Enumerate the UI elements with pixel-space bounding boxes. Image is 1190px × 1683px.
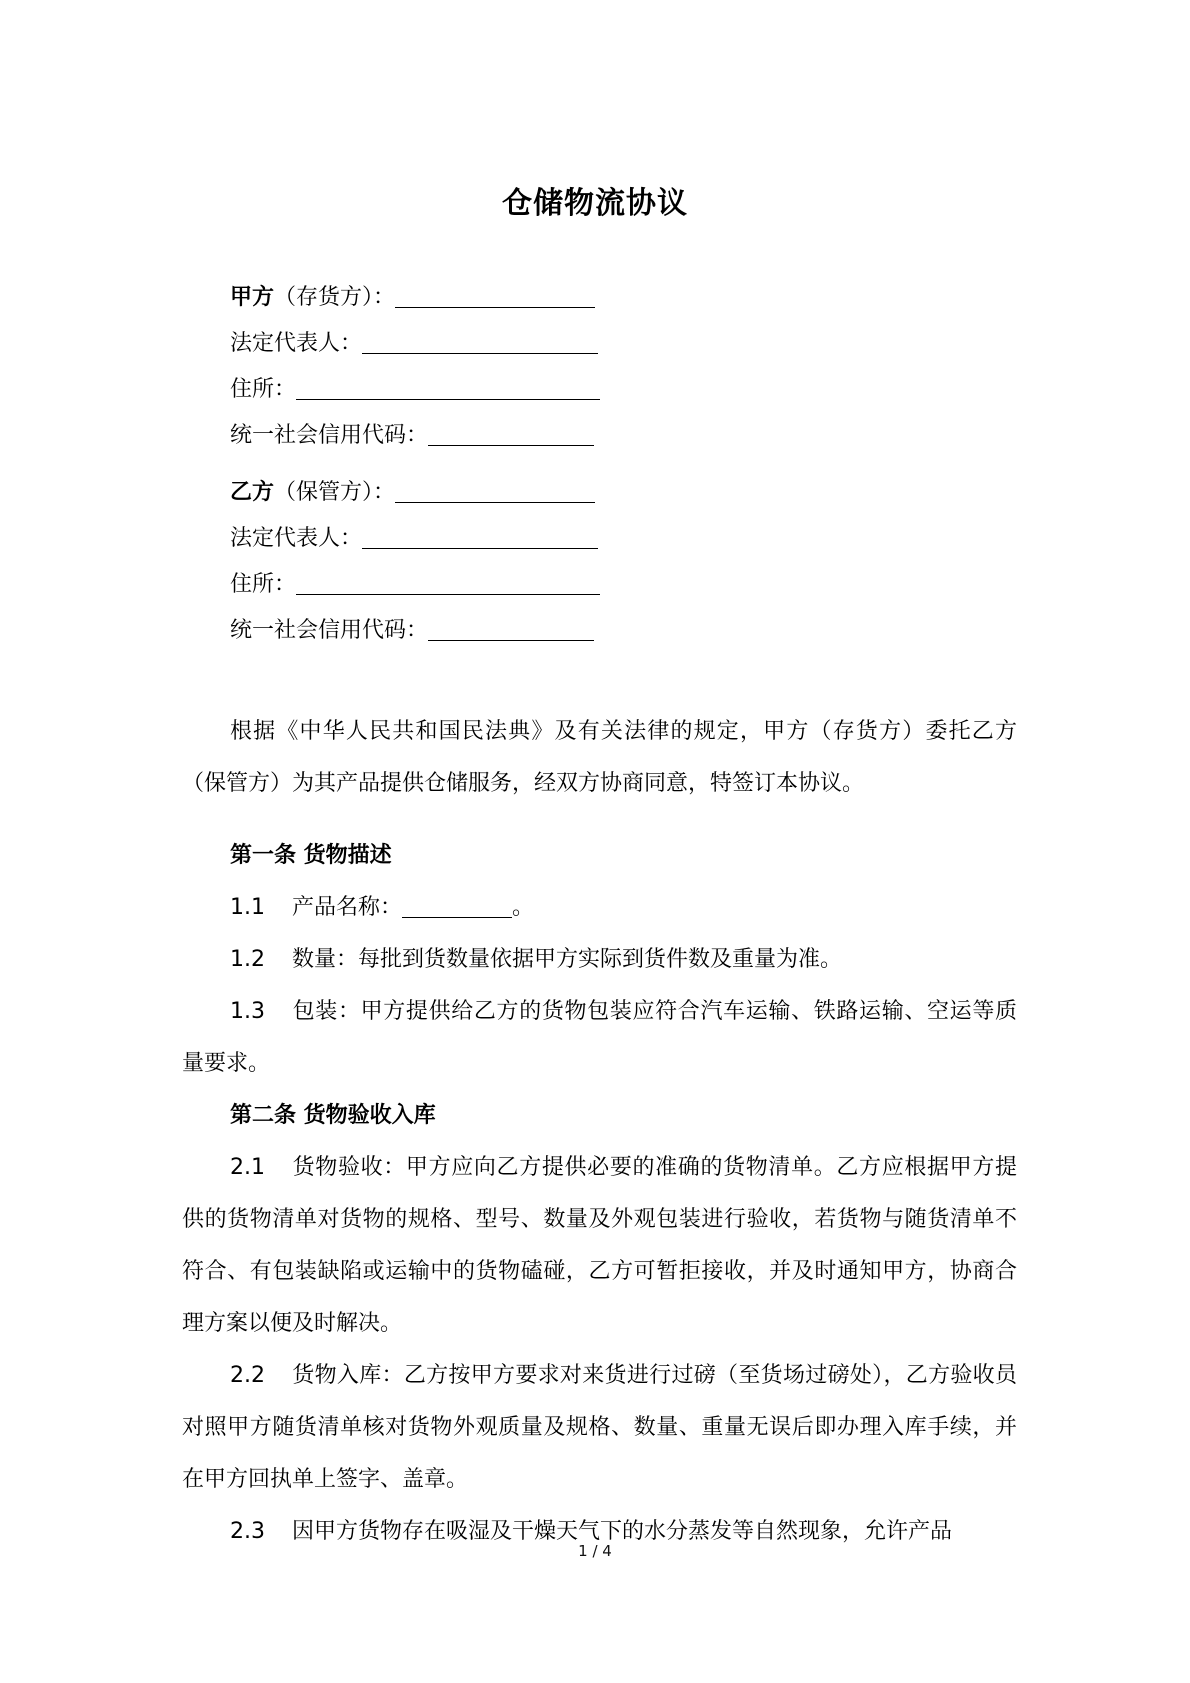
clause-1-2-text: 数量：每批到货数量依据甲方实际到货件数及重量为准。 [292,947,843,972]
document-title: 仓储物流协议 [502,186,688,221]
clause-2-3-text: 因甲方货物存在吸湿及干燥天气下的水分蒸发等自然现象，允许产品 [292,1519,953,1544]
party-b-block [230,470,930,654]
party-a-block [230,275,930,459]
party-a-address-blank[interactable] [296,373,600,400]
clause-2-3-number: 2.3 [230,1519,265,1544]
party-a-credit-blank[interactable] [428,419,594,446]
party-b-address-line [230,562,930,608]
article-2-heading: 第二条 货物验收入库 [230,1103,436,1128]
party-b-address-blank[interactable] [296,568,600,595]
clause-2-1-text: 货物验收：甲方应向乙方提供必要的准确的货物清单。乙方应根据甲方提供的货物清单对货物的规格、型号、数量及外观包装进行验收，若货物与随货清单不符合、有包装缺陷或运输中的货物磕碰，乙方可暂拒接收，并及时通知甲方，协商合理方案以便及时解决。 [182,1155,1017,1336]
party-a-credit-label: 统一社会信用代码： [230,423,429,448]
preamble-paragraph: 根据《中华人民共和国民法典》及有关法律的规定，甲方（存货方）委托乙方（保管方）为其产品提供仓储服务，经双方协商同意，特签订本协议。 [182,719,1017,796]
party-a-name-line [230,275,930,321]
party-b-credit-blank[interactable] [428,614,594,641]
party-b-role: （保管方）： [274,480,396,505]
party-a-name-blank[interactable] [395,281,595,308]
party-b-label: 乙方 [230,480,275,505]
clause-1-3-text: 包装：甲方提供给乙方的货物包装应符合汽车运输、铁路运输、空运等质量要求。 [182,999,1017,1076]
party-a-rep-blank[interactable] [362,327,598,354]
party-a-rep-label: 法定代表人： [230,331,363,356]
clause-1-2 [182,934,1017,986]
document-body [182,706,1017,1558]
article-1-heading: 第一条 货物描述 [230,843,392,868]
party-a-role: （存货方）： [274,285,396,310]
clause-2-2-number: 2.2 [230,1363,265,1388]
clause-1-3 [182,986,1017,1090]
product-name-blank[interactable] [402,891,512,918]
clause-1-1-number: 1.1 [230,895,265,920]
party-a-address-label: 住所： [230,377,297,402]
clause-1-3-number: 1.3 [230,999,265,1024]
party-a-label: 甲方 [230,285,275,310]
party-b-rep-blank[interactable] [362,522,598,549]
clause-1-2-number: 1.2 [230,947,265,972]
party-a-credit-line [230,413,930,459]
clause-1-1-end: 。 [512,895,535,920]
party-a-address-line [230,367,930,413]
clause-2-1-number: 2.1 [230,1155,265,1180]
party-b-name-line [230,470,930,516]
party-a-rep-line [230,321,930,367]
clause-1-1 [182,882,1017,934]
clause-2-2 [182,1350,1017,1506]
party-b-rep-line [230,516,930,562]
page-number: 1 / 4 [578,1542,612,1560]
party-b-rep-label: 法定代表人： [230,526,363,551]
clause-2-1 [182,1142,1017,1350]
party-b-credit-line [230,608,930,654]
clause-1-1-text: 产品名称： [292,895,403,920]
party-b-address-label: 住所： [230,572,297,597]
party-b-credit-label: 统一社会信用代码： [230,618,429,643]
party-b-name-blank[interactable] [395,476,595,503]
clause-2-2-text: 货物入库：乙方按甲方要求对来货进行过磅（至货场过磅处），乙方验收员对照甲方随货清单核对货物外观质量及规格、数量、重量无误后即办理入库手续，并在甲方回执单上签字、盖章。 [182,1363,1017,1492]
